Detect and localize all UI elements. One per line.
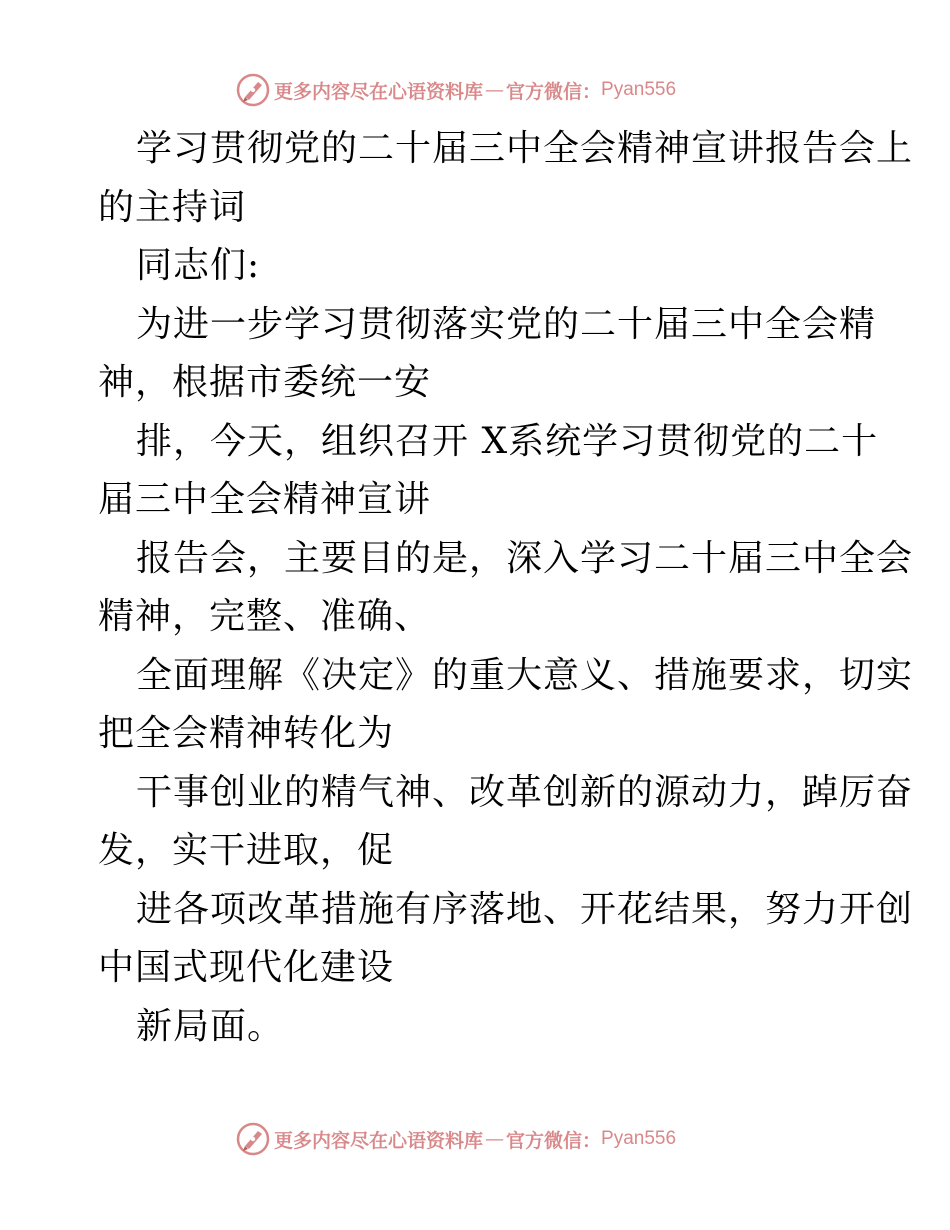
pen-logo-icon [236, 73, 270, 107]
watermark-account: Pyan556 [601, 1128, 677, 1149]
watermark-text: 更多内容尽在心语资料库 [274, 80, 484, 103]
title-line-1: 学习贯彻党的二十届三中全会精神宣讲报告会上 [136, 128, 914, 169]
document-body [98, 120, 914, 1056]
paragraph-line: 新局面。 [136, 1005, 285, 1047]
paragraph-line: 神，根据市委统一安 [98, 362, 432, 403]
watermark-suffix: 官方微信： [506, 80, 602, 103]
paragraph-line: 排，今天，组织召开 X系统学习贯彻党的二十 [136, 420, 879, 462]
paragraph-line: 报告会，主要目的是，深入学习二十届三中全会 [136, 537, 914, 579]
paragraph-line: 届三中全会精神宣讲 [98, 479, 432, 520]
paragraph-line: 进各项改革措施有序落地、开花结果，努力开创 [136, 888, 914, 930]
watermark-account: Pyan556 [601, 79, 677, 100]
paragraph-line: 中国式现代化建设 [98, 947, 395, 988]
paragraph-line: 干事创业的精气神、改革创新的源动力，踔厉奋 [136, 771, 914, 813]
watermark-text: 更多内容尽在心语资料库 [274, 1129, 484, 1152]
watermark-dash: — [485, 79, 505, 101]
paragraph-line: 发，实干进取，促 [98, 830, 395, 871]
paragraph-line: 为进一步学习贯彻落实党的二十届三中全会精 [136, 303, 877, 345]
watermark-suffix: 官方微信： [506, 1129, 602, 1152]
paragraph-line: 把全会精神转化为 [98, 713, 395, 754]
salutation: 同志们: [136, 245, 261, 286]
header-watermark [236, 73, 676, 107]
watermark-dash: — [485, 1128, 505, 1150]
pen-logo-icon [236, 1122, 270, 1156]
footer-watermark [236, 1122, 676, 1156]
paragraph-line: 全面理解《决定》的重大意义、措施要求，切实 [136, 654, 914, 696]
paragraph-line: 精神，完整、准确、 [98, 596, 432, 637]
title-line-2: 的主持词 [98, 186, 247, 228]
